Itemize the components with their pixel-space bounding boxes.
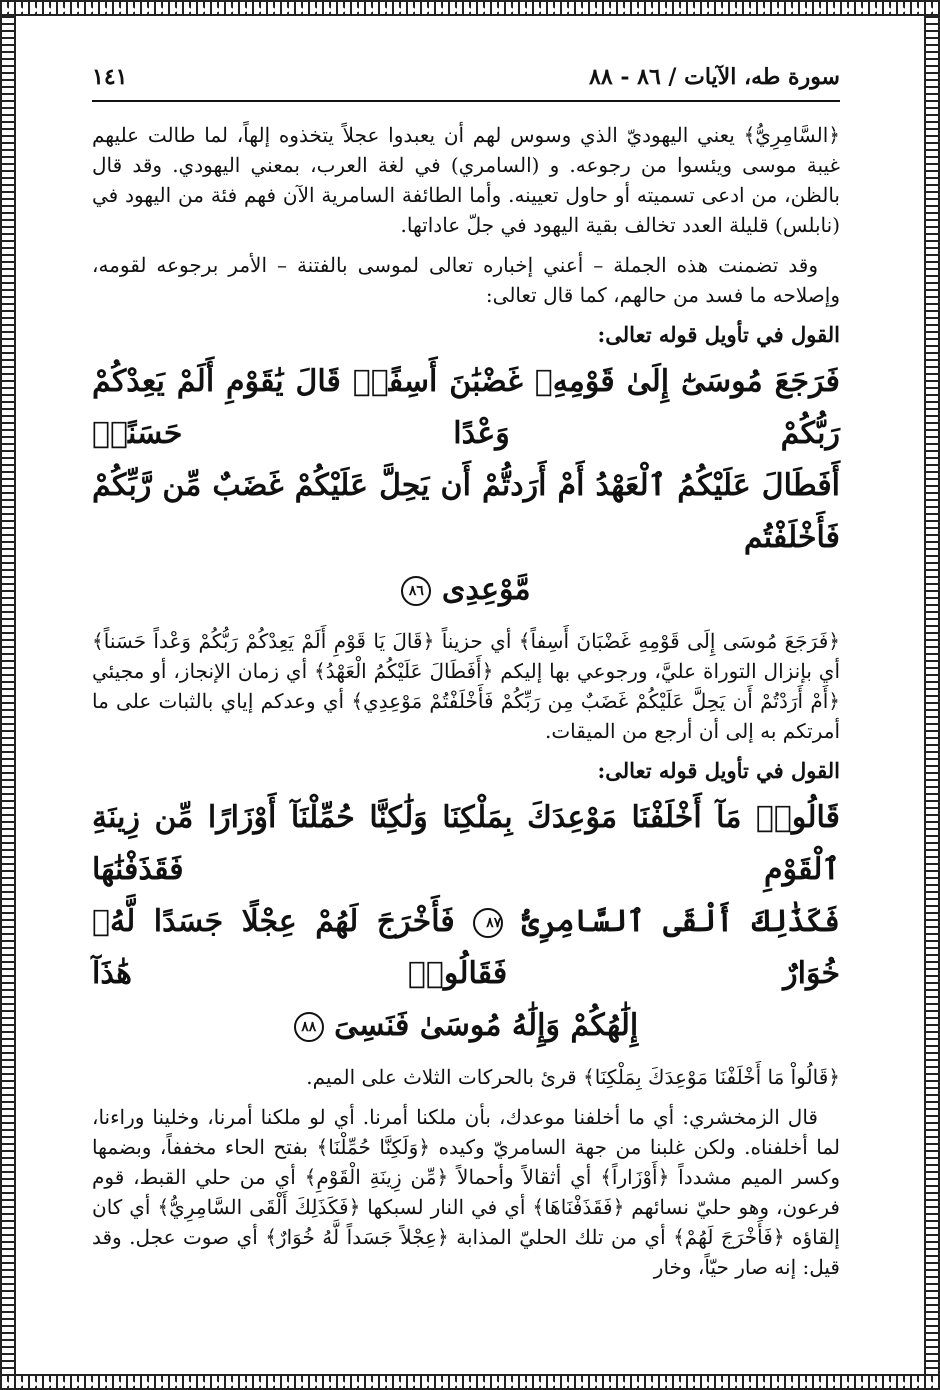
verse-text: فَكَذَٰلِكَ أَلْقَى ٱلسَّامِرِىُّ — [521, 904, 840, 939]
decorative-border-top — [0, 0, 940, 16]
verse-text: فَأَخْرَجَ لَهُمْ عِجْلًا جَسَدًا لَّهُۥ خُوَارٌ فَقَالُوا۟ هَٰذَآ — [92, 904, 840, 991]
verse-line: فَرَجَعَ مُوسَىٰٓ إِلَىٰ قَوْمِهِۦ غَضْبَٰنَ أَسِفًاۚ قَالَ يَٰقَوْمِ أَلَمْ يَعِدْكُمْ رَبُّكُمْ وَعْدًا حَسَنًاۚ — [92, 364, 840, 451]
verse-text: إِلَٰهُكُمْ وَإِلَٰهُ مُوسَىٰ فَنَسِىَ — [334, 1008, 639, 1043]
verse-text: مَّوْعِدِى — [441, 572, 531, 607]
decorative-border-left — [0, 16, 16, 1374]
paragraph-qiraat: ﴿قَالُواْ مَا أَخْلَفْنَا مَوْعِدَكَ بِمَلْكِنَا﴾ قرئ بالحركات الثلاث على الميم. — [306, 1065, 840, 1089]
ayah-number-marker: ٨٦ — [401, 576, 431, 606]
paragraph-samiri: ﴿السَّامِرِيُّ﴾ يعني اليهوديّ الذي وسوس لهم أن يعبدوا عجلاً يتخذوه إلهاً، لما طالت عليهم غيبة موسى ويئسوا من رجوعه. و (السامري) في لغة العرب، بمعني اليهودي. وقد قال بالظن، من ادعى تسميته أو حاول تعيينه. وأما الطائفة السامرية الآن فهم فئة من اليهود في (نابلس) قليلة العدد تخالف بقية اليهود في جلّ عاداتها. — [92, 123, 840, 237]
section-heading-2: القول في تأويل قوله تعالى: — [597, 758, 840, 783]
page-body — [92, 120, 840, 1292]
decorative-border-bottom — [0, 1374, 940, 1390]
decorative-border-right — [924, 16, 940, 1374]
page-header — [92, 60, 840, 102]
paragraph-zamakhshari: قال الزمخشري: أي ما أخلفنا موعدك، بأن ملكنا أمرنا. أي لو ملكنا أمرنا، وخلينا وراءنا، لما أخلفناه. ولكن غلبنا من جهة السامريّ وكيده ﴿وَلَكِنَّا حُمِّلْنَا﴾ بفتح الحاء مخففاً، وبضمها وكسر الميم مشدداً ﴿أَوْزَاراً﴾ أي أثقالاً وأحمالاً ﴿مِّن زِينَةِ الْقَوْمِ﴾ أي من حلي القبط، قوم فرعون، وهو حليّ نسائهم ﴿فَقَذَفْنَاهَا﴾ أي في النار لسبكها ﴿فَكَذَلِكَ أَلْقَى السَّامِرِيُّ﴾ أي كان إلقاؤه ﴿فَأَخْرَجَ لَهُمْ﴾ أي من تلك الحليّ المذابة ﴿عِجْلاً جَسَداً لَّهُ خُوَارٌ﴾ أي صوت عجل. وقد قيل: إنه صار حيّاً، وخار — [92, 1105, 840, 1279]
page-number: ١٤١ — [92, 64, 128, 90]
quran-verse-87-88 — [92, 792, 840, 1052]
verse-line: قَالُوا۟ مَآ أَخْلَفْنَا مَوْعِدَكَ بِمَلْكِنَا وَلَٰكِنَّا حُمِّلْنَآ أَوْزَارًا مِّن زِينَةِ ٱلْقَوْمِ فَقَذَفْنَٰهَا — [92, 800, 840, 887]
ayah-number-marker: ٨٨ — [294, 1012, 324, 1042]
quran-verse-86 — [92, 356, 840, 616]
running-title: سورة طه، الآيات / ٨٦ - ٨٨ — [589, 64, 840, 90]
verse-line — [92, 564, 840, 616]
paragraph-context: وقد تضمنت هذه الجملة – أعني إخباره تعالى لموسى بالفتنة – الأمر برجوعه لقومه، وإصلاحه ما فسد من حالهم، كما قال تعالى: — [92, 253, 840, 307]
section-heading-1: القول في تأويل قوله تعالى: — [597, 322, 840, 347]
ayah-number-marker: ٨٧ — [473, 908, 503, 938]
verse-line — [92, 1000, 840, 1052]
paragraph-tafsir-86: ﴿فَرَجَعَ مُوسَى إِلَى قَوْمِهِ غَضْبَانَ أَسِفاً﴾ أي حزيناً ﴿قَالَ يَا قَوْمِ أَلَمْ يَعِدْكُمْ رَبُّكُمْ وَعْداً حَسَناً﴾ أي بإنزال التوراة عليَّ، ورجوعي بها إليكم ﴿أَفَطَالَ عَلَيْكُمُ الْعَهْدُ﴾ أي زمان الإنجاز، أو مجيئي ﴿أَمْ أَرَدْتُمْ أَن يَحِلَّ عَلَيْكُمْ غَضَبٌ مِن رَبِّكُمْ فَأَخْلَفْتُمْ مَوْعِدِي﴾ أي وعدكم إياي بالثبات على ما أمرتكم به إلى أن أرجع من الميقات. — [92, 629, 841, 743]
verse-line: أَفَطَالَ عَلَيْكُمُ ٱلْعَهْدُ أَمْ أَرَدتُّمْ أَن يَحِلَّ عَلَيْكُمْ غَضَبٌ مِّن رَّبِّكُمْ فَأَخْلَفْتُم — [92, 468, 840, 555]
verse-line — [92, 896, 840, 1000]
